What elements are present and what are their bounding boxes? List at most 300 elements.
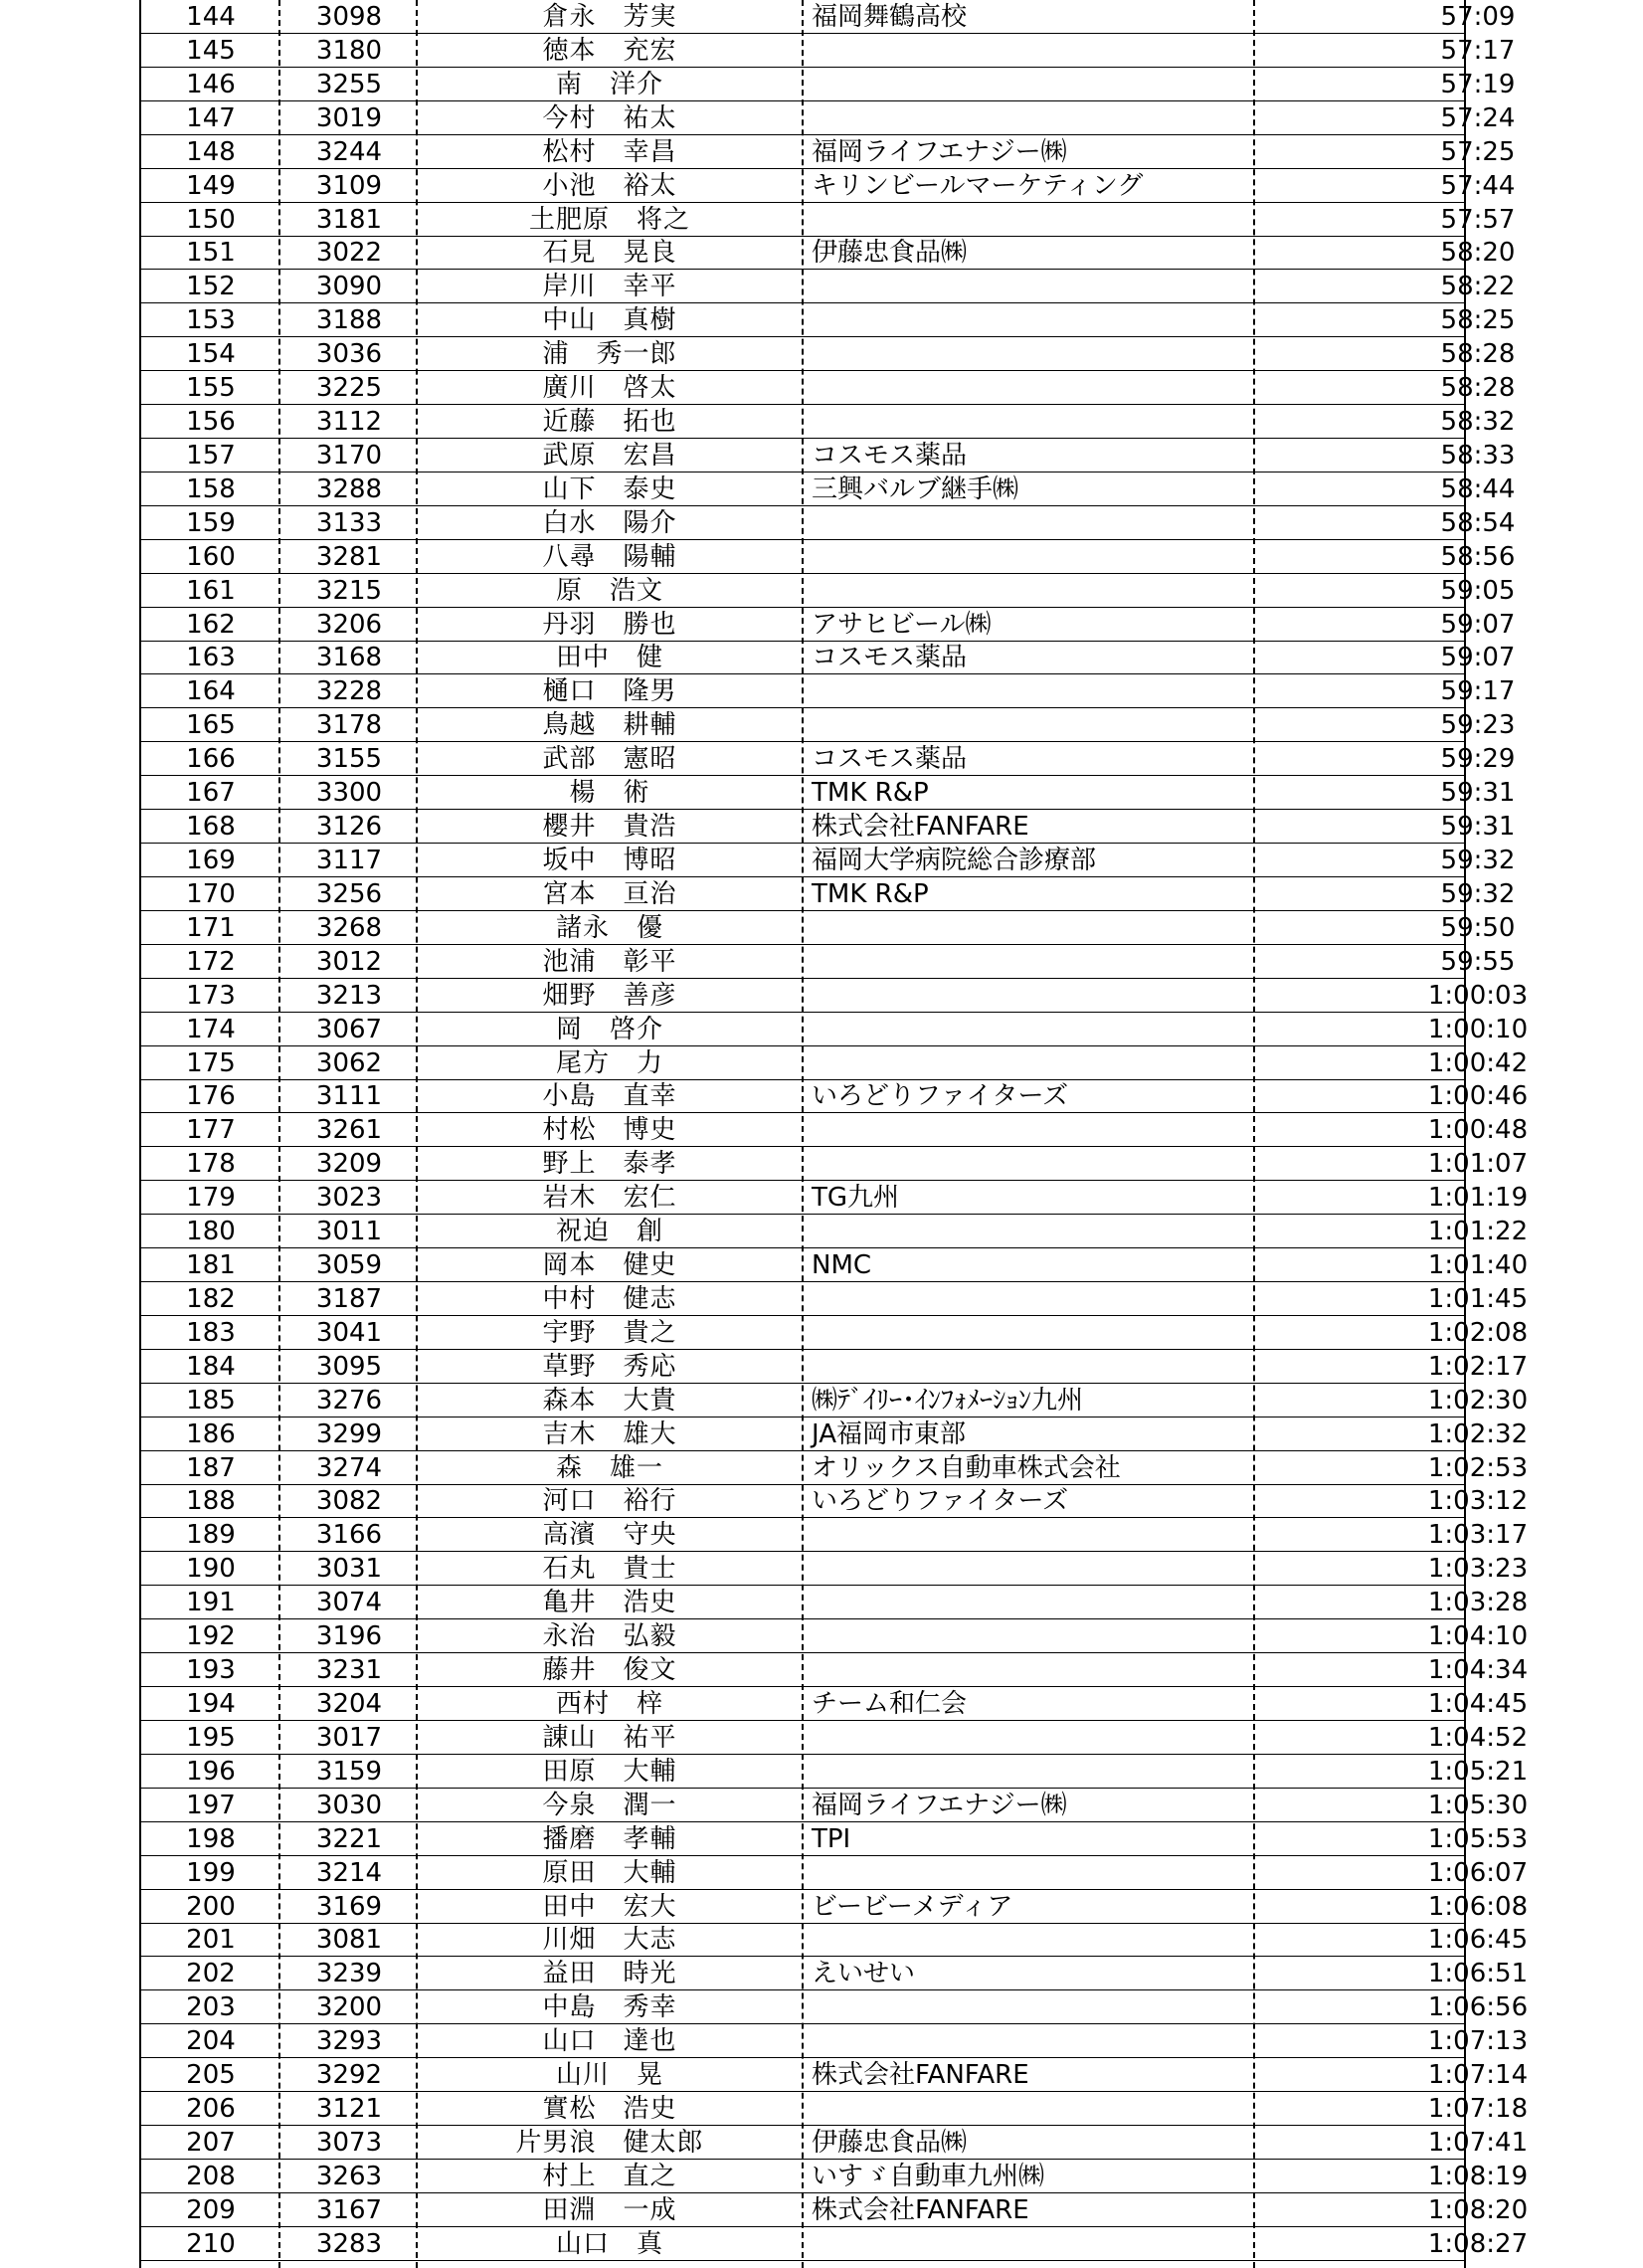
bib-number-cell: 3112: [315, 407, 383, 437]
runner-name-cell: 鳥越 耕輔: [542, 710, 677, 740]
finish-time-cell: 57:24: [1440, 103, 1516, 133]
table-row: [141, 1619, 1529, 1653]
bib-number-cell: 3167: [315, 2195, 383, 2225]
table-row: [141, 1687, 1529, 1721]
table-row: [141, 742, 1516, 776]
finish-time-cell: 58:28: [1440, 373, 1516, 403]
rank-cell: 178: [186, 1149, 236, 1179]
runner-name-cell: 櫻井 貴浩: [542, 812, 677, 842]
team-cell: [806, 2227, 1390, 2260]
table-row: [141, 101, 1516, 135]
table-row: [141, 169, 1516, 203]
rank-cell: 183: [186, 1318, 236, 1348]
rank-cell: 187: [186, 1453, 236, 1483]
table-row: [141, 708, 1516, 742]
runner-name-cell: 浦 秀一郎: [542, 339, 677, 369]
rank-cell: 179: [186, 1183, 236, 1213]
rank-cell: 161: [186, 576, 236, 606]
team-cell: 三興バルブ継手㈱: [812, 474, 1019, 504]
runner-name-cell: 山口 達也: [542, 2026, 677, 2056]
finish-time-cell: 1:00:10: [1427, 1015, 1529, 1044]
rank-cell: 173: [186, 981, 236, 1011]
table-row: [141, 2092, 1529, 2126]
table-row: [141, 68, 1516, 101]
finish-time-cell: 59:17: [1440, 676, 1516, 706]
rank-cell: 144: [186, 2, 236, 32]
runner-name-cell: 岩木 宏仁: [542, 1183, 677, 1213]
bib-number-cell: 3255: [315, 70, 383, 99]
runner-name-cell: 石見 晃良: [542, 238, 677, 268]
bib-number-cell: 3090: [315, 272, 383, 301]
finish-time-cell: 1:03:23: [1427, 1554, 1529, 1584]
team-cell: [806, 574, 1390, 607]
rank-cell: 189: [186, 1520, 236, 1550]
finish-time-cell: 58:28: [1440, 339, 1516, 369]
bib-number-cell: 3178: [315, 710, 383, 740]
rank-cell: 149: [186, 171, 236, 201]
runner-name-cell: 森本 大貴: [542, 1386, 677, 1416]
rank-cell: 182: [186, 1284, 236, 1314]
finish-time-cell: 1:00:03: [1427, 981, 1529, 1011]
bib-number-cell: 3231: [315, 1655, 383, 1685]
finish-time-cell: 1:01:19: [1427, 1183, 1529, 1213]
finish-time-cell: 59:07: [1440, 610, 1516, 640]
team-cell: [806, 1653, 1390, 1686]
team-cell: TPI: [812, 1824, 851, 1854]
bib-number-cell: 3098: [315, 2, 383, 32]
bib-number-cell: 3082: [315, 1486, 383, 1516]
table-row: [141, 1248, 1529, 1282]
results-table: [139, 0, 1529, 2268]
team-cell: 福岡大学病院総合診療部: [812, 846, 1097, 875]
table-row: [141, 641, 1516, 674]
finish-time-cell: 59:55: [1440, 947, 1516, 977]
finish-time-cell: 1:01:40: [1427, 1250, 1529, 1280]
team-cell: 株式会社FANFARE: [812, 2060, 1029, 2090]
rank-cell: 157: [186, 441, 236, 471]
bib-number-cell: 3187: [315, 1284, 383, 1314]
bib-number-cell: 3067: [315, 1015, 383, 1044]
rank-cell: 176: [186, 1081, 236, 1111]
bib-number-cell: 3276: [315, 1386, 383, 1416]
rank-cell: 206: [186, 2094, 236, 2124]
runner-name-cell: 田原 大輔: [542, 1757, 677, 1787]
finish-time-cell: 58:54: [1440, 508, 1516, 538]
bib-number-cell: 3300: [315, 778, 383, 808]
team-cell: ㈱ﾃﾞｲﾘｰ･ｲﾝﾌｫﾒｰｼｮﾝ九州: [812, 1386, 1084, 1416]
team-cell: [806, 540, 1390, 573]
table-row: [141, 2126, 1529, 2160]
runner-name-cell: 藤井 俊文: [542, 1655, 677, 1685]
rank-cell: 147: [186, 103, 236, 133]
bib-number-cell: 3169: [315, 1892, 383, 1922]
table-row: [141, 1350, 1529, 1384]
runner-name-cell: 村松 博史: [542, 1115, 677, 1145]
runner-name-cell: 亀井 浩史: [542, 1588, 677, 1617]
team-cell: キリンビールマーケティング: [812, 171, 1144, 201]
runner-name-cell: 山川 晃: [555, 2060, 663, 2090]
finish-time-cell: 1:03:28: [1427, 1588, 1529, 1617]
team-cell: [806, 2024, 1390, 2057]
team-cell: [806, 101, 1390, 134]
table-row: [141, 1451, 1529, 1485]
bib-number-cell: 3221: [315, 1824, 383, 1854]
runner-name-cell: 小池 裕太: [542, 171, 677, 201]
finish-time-cell: 58:32: [1440, 407, 1516, 437]
table-row: [141, 608, 1516, 642]
bib-number-cell: 3209: [315, 1149, 383, 1179]
team-cell: チーム和仁会: [812, 1689, 968, 1719]
finish-time-cell: 59:29: [1440, 744, 1516, 774]
runner-name-cell: 八尋 陽輔: [542, 542, 677, 572]
finish-time-cell: 57:44: [1440, 171, 1516, 201]
team-cell: [806, 1350, 1390, 1383]
finish-time-cell: 1:03:12: [1427, 1486, 1529, 1516]
table-row: [141, 674, 1516, 708]
runner-name-cell: 石丸 貴士: [542, 1554, 677, 1584]
table-row: [141, 810, 1516, 844]
table-row: [141, 337, 1516, 371]
team-cell: 伊藤忠食品㈱: [812, 238, 968, 268]
finish-time-cell: 1:06:51: [1427, 1959, 1529, 1988]
bib-number-cell: 3214: [315, 1858, 383, 1888]
runner-name-cell: 岡本 健史: [542, 1250, 677, 1280]
finish-time-cell: 59:23: [1440, 710, 1516, 740]
finish-time-cell: 1:02:30: [1427, 1386, 1529, 1416]
runner-name-cell: 田中 宏大: [542, 1892, 677, 1922]
team-cell: [806, 1990, 1390, 2023]
table-row: [141, 1552, 1529, 1586]
rank-cell: 155: [186, 373, 236, 403]
bib-number-cell: 3074: [315, 1588, 383, 1617]
team-cell: [806, 2092, 1390, 2125]
runner-name-cell: 尾方 力: [555, 1048, 663, 1078]
bib-number-cell: 3244: [315, 137, 383, 167]
table-row: [141, 1181, 1529, 1215]
team-cell: [806, 1147, 1390, 1180]
rank-cell: 205: [186, 2060, 236, 2090]
table-row: [141, 1957, 1529, 1990]
table-row: [141, 472, 1516, 506]
rank-cell: 194: [186, 1689, 236, 1719]
finish-time-cell: 1:05:21: [1427, 1757, 1529, 1787]
team-cell: TG九州: [812, 1183, 900, 1213]
team-cell: [806, 708, 1390, 741]
team-cell: コスモス薬品: [812, 441, 968, 471]
rank-cell: 167: [186, 778, 236, 808]
table-row: [141, 877, 1516, 911]
bib-number-cell: 3268: [315, 913, 383, 943]
table-row: [141, 439, 1516, 472]
table-row: [141, 1046, 1529, 1080]
finish-time-cell: 1:07:18: [1427, 2094, 1529, 2124]
table-row: [141, 1282, 1529, 1316]
rank-cell: 166: [186, 744, 236, 774]
team-cell: いろどりファイターズ: [812, 1486, 1069, 1516]
rank-cell: 158: [186, 474, 236, 504]
table-row: [141, 2160, 1529, 2193]
runner-name-cell: 近藤 拓也: [542, 407, 677, 437]
runner-name-cell: 益田 時光: [542, 1959, 677, 1988]
table-row: [141, 2024, 1529, 2058]
table-row: [141, 203, 1516, 237]
team-cell: [806, 506, 1390, 539]
runner-name-cell: 宇野 貴之: [542, 1318, 677, 1348]
bib-number-cell: 3166: [315, 1520, 383, 1550]
runner-name-cell: 武部 憲昭: [542, 744, 677, 774]
team-cell: [806, 1721, 1390, 1754]
bib-number-cell: 3283: [315, 2229, 383, 2259]
bib-number-cell: 3215: [315, 576, 383, 606]
table-row: [141, 1113, 1529, 1147]
finish-time-cell: 59:05: [1440, 576, 1516, 606]
finish-time-cell: 1:02:53: [1427, 1453, 1529, 1483]
team-cell: [806, 674, 1390, 707]
rank-cell: 186: [186, 1419, 236, 1449]
finish-time-cell: 1:03:17: [1427, 1520, 1529, 1550]
finish-time-cell: 1:01:07: [1427, 1149, 1529, 1179]
rank-cell: 203: [186, 1992, 236, 2022]
table-row: [141, 1856, 1529, 1890]
bib-number-cell: 3261: [315, 1115, 383, 1145]
team-cell: アサヒビール㈱: [812, 610, 992, 640]
rank-cell: 184: [186, 1352, 236, 1382]
finish-time-cell: 1:08:19: [1427, 2162, 1529, 2191]
team-cell: オリックス自動車株式会社: [812, 1453, 1121, 1483]
team-cell: [806, 371, 1390, 404]
team-cell: [806, 1215, 1390, 1247]
table-row: [141, 1890, 1529, 1924]
team-cell: 伊藤忠食品㈱: [812, 2128, 968, 2158]
runner-name-cell: 南 洋介: [555, 70, 663, 99]
team-cell: [806, 1518, 1390, 1551]
table-row: [141, 540, 1516, 574]
rank-cell: 198: [186, 1824, 236, 1854]
runner-name-cell: 畑野 善彦: [542, 981, 677, 1011]
finish-time-cell: 58:22: [1440, 272, 1516, 301]
runner-name-cell: 田中 健: [555, 643, 663, 672]
runner-name-cell: 丹羽 勝也: [542, 610, 677, 640]
bib-number-cell: 3181: [315, 205, 383, 235]
runner-name-cell: 野上 泰孝: [542, 1149, 677, 1179]
rank-cell: 201: [186, 1925, 236, 1955]
team-cell: TMK R&P: [812, 778, 929, 808]
finish-time-cell: 57:19: [1440, 70, 1516, 99]
table-row: [141, 1484, 1529, 1518]
rank-cell: 195: [186, 1723, 236, 1753]
table-row: [141, 1653, 1529, 1687]
rank-cell: 169: [186, 846, 236, 875]
runner-name-cell: 草野 秀応: [542, 1352, 677, 1382]
table-row: [141, 945, 1516, 979]
rank-cell: 190: [186, 1554, 236, 1584]
table-row: [141, 405, 1516, 439]
runner-name-cell: 今村 祐太: [542, 103, 677, 133]
bib-number-cell: 3170: [315, 441, 383, 471]
finish-time-cell: 1:01:22: [1427, 1217, 1529, 1246]
finish-time-cell: 1:04:34: [1427, 1655, 1529, 1685]
rank-cell: 191: [186, 1588, 236, 1617]
bib-number-cell: 3041: [315, 1318, 383, 1348]
rank-cell: 197: [186, 1791, 236, 1820]
team-cell: TMK R&P: [812, 879, 929, 909]
runner-name-cell: 中島 秀幸: [542, 1992, 677, 2022]
finish-time-cell: 1:07:14: [1427, 2060, 1529, 2090]
team-cell: コスモス薬品: [812, 744, 968, 774]
team-cell: [806, 1755, 1390, 1788]
bib-number-cell: 3109: [315, 171, 383, 201]
table-row: [141, 1384, 1529, 1418]
table-row: [141, 979, 1529, 1013]
finish-time-cell: 1:02:17: [1427, 1352, 1529, 1382]
team-cell: 株式会社FANFARE: [812, 2195, 1029, 2225]
team-cell: [806, 979, 1390, 1012]
rank-cell: 168: [186, 812, 236, 842]
team-cell: [806, 1552, 1390, 1585]
rank-cell: 162: [186, 610, 236, 640]
finish-time-cell: 1:04:45: [1427, 1689, 1529, 1719]
bib-number-cell: 3180: [315, 36, 383, 66]
runner-name-cell: 倉永 芳実: [542, 2, 677, 32]
finish-time-cell: 1:06:07: [1427, 1858, 1529, 1888]
finish-time-cell: 1:02:08: [1427, 1318, 1529, 1348]
runner-name-cell: 原 浩文: [555, 576, 663, 606]
rank-cell: 163: [186, 643, 236, 672]
runner-name-cell: 今泉 潤一: [542, 1791, 677, 1820]
team-cell: [806, 1856, 1390, 1889]
bib-number-cell: 3073: [315, 2128, 383, 2158]
bib-number-cell: 3239: [315, 1959, 383, 1988]
table-row: [141, 1755, 1529, 1789]
table-row: [141, 2058, 1529, 2092]
runner-name-cell: 山下 泰史: [542, 474, 677, 504]
team-cell: JA福岡市東部: [812, 1419, 966, 1449]
runner-name-cell: 河口 裕行: [542, 1486, 677, 1516]
bib-number-cell: 3030: [315, 1791, 383, 1820]
finish-time-cell: 59:31: [1440, 812, 1516, 842]
bib-number-cell: 3031: [315, 1554, 383, 1584]
finish-time-cell: 58:20: [1440, 238, 1516, 268]
table-row: [141, 1990, 1529, 2024]
runner-name-cell: 池浦 彰平: [542, 947, 677, 977]
bib-number-cell: 3293: [315, 2026, 383, 2056]
rank-cell: 181: [186, 1250, 236, 1280]
team-cell: いすゞ自動車九州㈱: [812, 2162, 1045, 2191]
table-row: [141, 1215, 1529, 1248]
table-row: [141, 1721, 1529, 1755]
runner-name-cell: 西村 梓: [555, 1689, 663, 1719]
finish-time-cell: 59:32: [1440, 879, 1516, 909]
bib-number-cell: 3121: [315, 2094, 383, 2124]
rank-cell: 164: [186, 676, 236, 706]
rank-cell: 171: [186, 913, 236, 943]
table-row: [141, 1316, 1529, 1350]
bib-number-cell: 3168: [315, 643, 383, 672]
runner-name-cell: 田淵 一成: [542, 2195, 677, 2225]
finish-time-cell: 1:07:13: [1427, 2026, 1529, 2056]
team-cell: [806, 945, 1390, 978]
team-cell: [806, 303, 1390, 336]
runner-name-cell: 山口 真: [555, 2229, 663, 2259]
rank-cell: 145: [186, 36, 236, 66]
team-cell: [806, 1282, 1390, 1315]
table-row: [141, 135, 1516, 169]
rank-cell: 152: [186, 272, 236, 301]
bib-number-cell: 3126: [315, 812, 383, 842]
team-cell: [806, 1586, 1390, 1618]
bib-number-cell: 3188: [315, 305, 383, 335]
rank-cell: 199: [186, 1858, 236, 1888]
finish-time-cell: 1:05:53: [1427, 1824, 1529, 1854]
finish-time-cell: 1:02:32: [1427, 1419, 1529, 1449]
finish-time-cell: 1:07:41: [1427, 2128, 1529, 2158]
bib-number-cell: 3288: [315, 474, 383, 504]
team-cell: いろどりファイターズ: [812, 1081, 1069, 1111]
finish-time-cell: 1:08:27: [1427, 2229, 1529, 2259]
rank-cell: 165: [186, 710, 236, 740]
rank-cell: 188: [186, 1486, 236, 1516]
table-row: [141, 1418, 1529, 1451]
runner-name-cell: 播磨 孝輔: [542, 1824, 677, 1854]
runner-name-cell: 村上 直之: [542, 2162, 677, 2191]
team-cell: [806, 203, 1390, 236]
team-cell: [806, 270, 1390, 302]
rank-cell: 174: [186, 1015, 236, 1044]
runner-name-cell: 楊 術: [569, 778, 650, 808]
runner-name-cell: 廣川 啓太: [542, 373, 677, 403]
team-cell: NMC: [812, 1250, 872, 1280]
bib-number-cell: 3023: [315, 1183, 383, 1213]
runner-name-cell: 實松 浩史: [542, 2094, 677, 2124]
team-cell: コスモス薬品: [812, 643, 968, 672]
team-cell: [806, 1619, 1390, 1652]
bib-number-cell: 3200: [315, 1992, 383, 2022]
bib-number-cell: 3081: [315, 1925, 383, 1955]
rank-cell: 180: [186, 1217, 236, 1246]
bib-number-cell: 3017: [315, 1723, 383, 1753]
finish-time-cell: 1:00:42: [1427, 1048, 1529, 1078]
table-row: [141, 1518, 1529, 1552]
bib-number-cell: 3036: [315, 339, 383, 369]
rank-cell: 210: [186, 2229, 236, 2259]
rank-cell: 175: [186, 1048, 236, 1078]
team-cell: 福岡ライフエナジー㈱: [812, 1791, 1067, 1820]
rank-cell: 159: [186, 508, 236, 538]
team-cell: [806, 1923, 1390, 1956]
team-cell: [806, 1046, 1390, 1079]
finish-time-cell: 58:25: [1440, 305, 1516, 335]
bib-number-cell: 3281: [315, 542, 383, 572]
runner-name-cell: 徳本 充宏: [542, 36, 677, 66]
rank-cell: 150: [186, 205, 236, 235]
runner-name-cell: 永治 弘毅: [542, 1621, 677, 1651]
finish-time-cell: 57:57: [1440, 205, 1516, 235]
bib-number-cell: 3062: [315, 1048, 383, 1078]
bib-number-cell: 3095: [315, 1352, 383, 1382]
table-row: [141, 776, 1516, 810]
rank-cell: 160: [186, 542, 236, 572]
rank-cell: 177: [186, 1115, 236, 1145]
runner-name-cell: 岸川 幸平: [542, 272, 677, 301]
table-row: [141, 911, 1516, 945]
finish-time-cell: 58:44: [1440, 474, 1516, 504]
rank-cell: 154: [186, 339, 236, 369]
rank-cell: 208: [186, 2162, 236, 2191]
table-row: [141, 303, 1516, 337]
bib-number-cell: 3059: [315, 1250, 383, 1280]
finish-time-cell: 59:07: [1440, 643, 1516, 672]
table-row: [141, 574, 1516, 608]
